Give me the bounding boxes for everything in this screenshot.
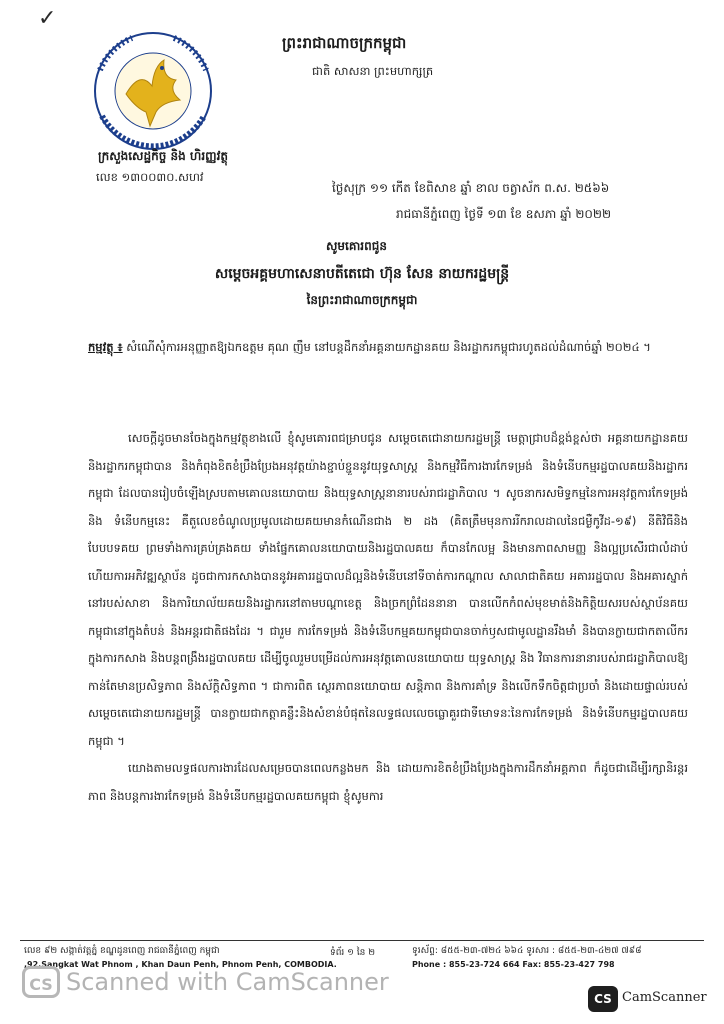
kingdom-heading: ព្រះរាជាណាចក្រកម្ពុជា [282, 34, 407, 52]
footer-address-en: ,92,Sangkat Wat Phnom , Khan Daun Penh, Phnom Penh, COMBODIA. [24, 960, 337, 969]
body-paragraph-2: យោងតាមលទ្ធផលការងារដែលសម្រេចបានពេលកន្លងមក និង ដោយការខិតខំប្រឹងប្រែងក្នុងការដឹកនាំអគ្គភាព ក៏ដូចជាដើម្បីរក្សានិរន្តរភាព និងបន្តការងារកែទម្រង់ និងទំនើបកម្មរដ្ឋបាលគយកម្ពុជា ខ្ញុំសូមការ [88, 761, 688, 803]
respectfully-to: សូមគោរពជូន [326, 239, 387, 253]
reference-number: លេខ ១៣០០៣០.សហវ [96, 170, 204, 184]
solar-date: រាជធានីភ្នំពេញ ថ្ងៃទី ១៣ ខែ ឧសភា ឆ្នាំ ២០២២ [396, 207, 612, 221]
footer-address-kh: លេខ ៩២ សង្កាត់វត្តភ្នំ ខណ្ឌដូនពេញ រាជធានីភ្នំពេញ កម្ពុជា [24, 946, 220, 956]
addressee-name: សម្តេចអគ្គមហាសេនាបតីតេជោ ហ៊ុន សែន នាយករដ្ឋមន្ត្រី [214, 266, 510, 282]
addressee-kingdom: នៃព្រះរាជាណាចក្រកម្ពុជា [306, 293, 418, 307]
footer-divider [20, 940, 704, 941]
footer-phone-kh: ទូរស័ព្ទ: ៨៥៥-២៣-៧២៤ ៦៦៤ ទូរសារ : ៨៥៥-២៣-៤២៧ ៧៩៨ [412, 946, 642, 956]
ministry-name: ក្រសួងសេដ្ឋកិច្ច និង ហិរញ្ញវត្ថុ [98, 149, 228, 163]
camscanner-watermark-icon: CS [22, 966, 60, 998]
subject-text: សំណើសុំការអនុញ្ញាតឱ្យឯកឧត្តម គុណ ញឹម នៅបន្តដឹកនាំអគ្គនាយកដ្ឋានគយ និងរដ្ឋាករកម្ពុជារហូតដល់ដំណាច់ឆ្នាំ ២០២៤ ។ [126, 340, 651, 354]
ministry-logo-icon [92, 30, 214, 152]
national-motto: ជាតិ សាសនា ព្រះមហាក្សត្រ [312, 64, 434, 78]
camscanner-logo-icon: CS [588, 986, 618, 1012]
camscanner-watermark-text: Scanned with CamScanner [66, 968, 389, 996]
body-paragraph-1: សេចក្តីដូចមានចែងក្នុងកម្មវត្ថុខាងលើ ខ្ញុំសូមគោរពជម្រាបជូន សម្តេចតេជោនាយករដ្ឋមន្ត្រី មេត្តាជ្រាបដ៏ខ្ពង់ខ្ពស់ថា អគ្គនាយកដ្ឋានគយ និងរដ្ឋាករកម្ពុជាបាន និងកំពុងខិតខំប្រឹងប្រែងអនុវត្តយ៉ាងខ្ជាប់ខ្ជួននូវយុទ្ធសាស្ត្រ និងកម្មវិធីការងារកែទម្រង់ និងទំនើបកម្មរដ្ឋបាលគយនិងរដ្ឋាករកម្ពុជា ដែលបានរៀបចំឡើងស្របតាមគោលនយោបាយ និងយុទ្ធសាស្ត្រនានារបស់រាជរដ្ឋាភិបាល ។ សូចនាករសមិទ្ធកម្មនៃការអនុវត្តការកែទម្រង់ និង ទំនើបកម្មនេះ គឺតួលេខចំណូលប្រមូលដោយគយមានកំណើនជាង ២ ដង (គិតត្រឹមមុនការរីករាលដាលនៃជម្ងឺកូវីដ-១៩) នីតិវិធីនិងបែបបទគយ ព្រមទាំងការគ្រប់គ្រងគយ ទាំងផ្នែកគោលនយោបាយនិងរដ្ឋបាលគយ ក៏បានកែលម្អ និងមានភាពសាមញ្ញ និងល្អប្រសើរជាលំដាប់ ហើយការអភិវឌ្ឍស្ថាប័ន ដូចជាការកសាងបាននូវអគាររដ្ឋបាលដ៏ល្អនិងទំនើបនៅទីចាត់ការកណ្តាល សាលាជាតិគយ អគាររដ្ឋបាល និងអគារស្នាក់នៅរបស់សាខា និងការិយាល័យគយនិងរដ្ឋាករនៅតាមបណ្តាខេត្ត និងច្រកព្រំដែននានា បានលើកកំពស់មុខមាត់និងកិត្តិយសរបស់ស្ថាប័នគយកម្ពុជានៅក្នុងតំបន់ និងអន្តរជាតិផងដែរ ។ ជារួម ការកែទម្រង់ និងទំនើបកម្មគយកម្ពុជាបានចាក់ឫសជាមូលដ្ឋានរឹងមាំ និងបានក្លាយជាកតាលីករក្នុងការកសាង និងបន្តពង្រឹងរដ្ឋបាលគយ ដើម្បីចូលរួមបម្រើដល់ការអនុវត្តគោលនយោបាយ យុទ្ធសាស្ត្រ និង វិធានការនានារបស់រាជរដ្ឋាភិបាលឱ្យកាន់តែមានប្រសិទ្ធភាព និងស័ក្តិសិទ្ធភាព ។ ជាការពិត ស្ថេរភាពនយោបាយ សន្តិភាព និងការគាំទ្រ និងលើកទឹកចិត្តជាប្រចាំ និងដោយផ្ទាល់របស់ សម្តេចតេជោនាយករដ្ឋមន្ត្រី បានក្លាយជាកត្តាគន្លឹះនិងសំខាន់បំផុតនៃលទ្ធផលលេចធ្លោគួរជាទីមោទនៈនៃការកែទម្រង់ និងទំនើបកម្មរដ្ឋបាលគយកម្ពុជា ។ [88, 431, 688, 748]
corner-check-mark: ✓ [38, 6, 57, 31]
subject-line [88, 338, 684, 356]
subject-label: កម្មវត្ថុ ៖ [88, 340, 123, 354]
lunar-date: ថ្ងៃសុក្រ ១១ កើត ខែពិសាខ ឆ្នាំ ខាល ចត្វាស័ក ព.ស. ២៥៦៦ [332, 181, 610, 195]
camscanner-logo-text: CamScanner [622, 990, 707, 1005]
page-number: ទំព័រ ១ នៃ ២ [330, 948, 376, 958]
footer-phone-en: Phone : 855-23-724 664 Fax: 855-23-427 798 [412, 960, 615, 969]
letter-body [88, 425, 688, 810]
